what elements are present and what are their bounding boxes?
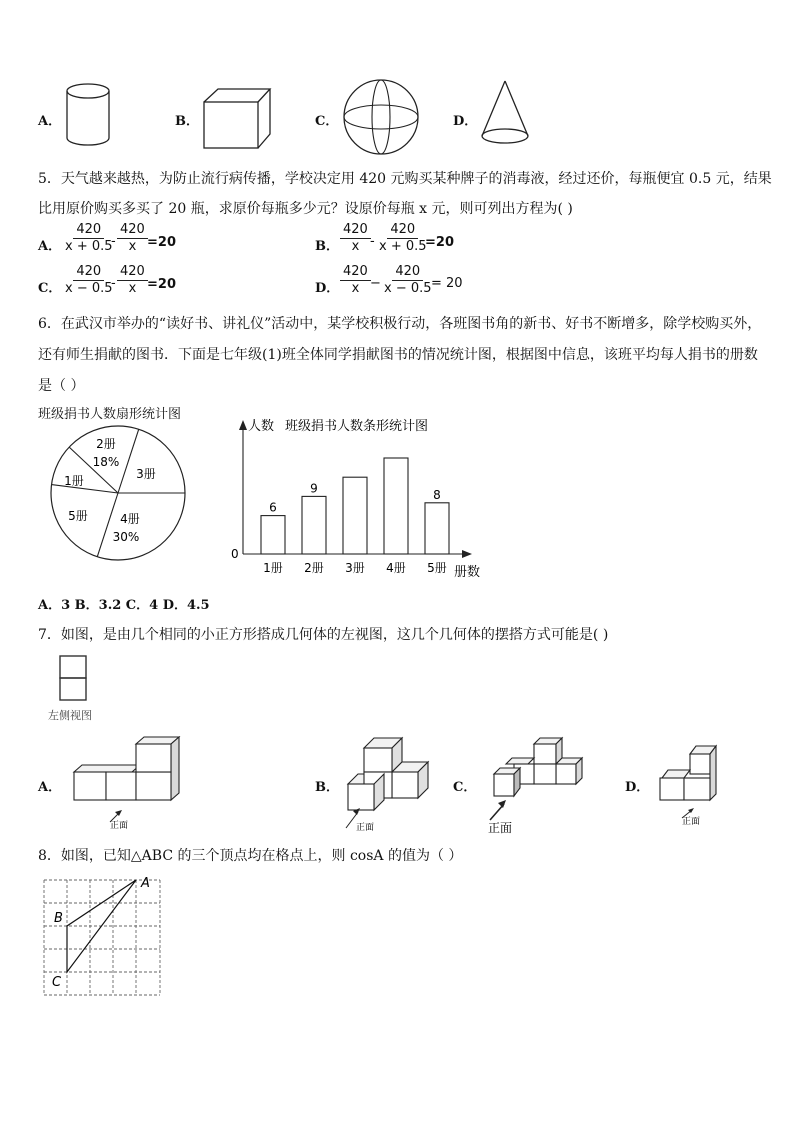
q4-option-b-label[interactable]: B． bbox=[175, 114, 199, 129]
q7-option-b-figure bbox=[340, 736, 436, 832]
q6-options[interactable]: A．3 B．3.2 C．4 D．4.5 bbox=[38, 598, 210, 613]
pie-label-1: 1册 bbox=[64, 474, 84, 488]
q5-a-rhs: =20 bbox=[147, 235, 176, 250]
q5-b-fraction-2: $\frac{420}{x + 0.5}$ bbox=[379, 222, 427, 254]
pie-pct-4: 30% bbox=[112, 530, 140, 544]
x-axis-arrow bbox=[462, 550, 472, 558]
q5-c-operator: - bbox=[111, 276, 116, 291]
left-view-figure bbox=[58, 654, 90, 702]
q5-a-fraction-1: $\frac{420}{x + 0.5}$ bbox=[65, 222, 113, 254]
pie-label-4: 4册 bbox=[120, 512, 140, 526]
bar-xtick-4册: 4册 bbox=[386, 561, 406, 575]
q7-option-d-label[interactable]: D． bbox=[625, 780, 650, 795]
q7-option-b-label[interactable]: B． bbox=[315, 780, 339, 795]
q5-option-b-label[interactable]: B． bbox=[315, 239, 339, 254]
bar-title: 班级捐书人数条形统计图 bbox=[285, 419, 429, 434]
q7-option-c-figure bbox=[484, 736, 586, 834]
bar-xtick-3册: 3册 bbox=[345, 561, 365, 575]
bar-2册 bbox=[302, 496, 326, 554]
bar-1册 bbox=[261, 516, 285, 554]
q7-a-front-label: 正面 bbox=[110, 821, 129, 830]
q5-option-d-label[interactable]: D． bbox=[315, 281, 340, 296]
q5-option-a-label[interactable]: A． bbox=[38, 239, 62, 254]
bar-chart bbox=[228, 416, 498, 586]
q8-grid-figure bbox=[40, 876, 164, 1000]
q8-stem: 8．如图，已知△ABC 的三个顶点均在格点上，则 cosA 的值为（ ） bbox=[38, 848, 463, 864]
q5-c-fraction-1: $\frac{420}{x - 0.5}$ bbox=[65, 264, 113, 296]
bar-ylabel: 人数 bbox=[248, 419, 275, 434]
q7-option-a-label[interactable]: A． bbox=[38, 780, 62, 795]
q6-stem-line3: 是（ ） bbox=[38, 378, 85, 394]
bar-5册 bbox=[425, 503, 449, 554]
pie-label-2: 2册 bbox=[96, 437, 116, 451]
y-axis-arrow bbox=[239, 420, 247, 430]
q5-b-rhs: =20 bbox=[425, 235, 454, 250]
bar-xtick-5册: 5册 bbox=[427, 561, 447, 575]
q5-c-fraction-2: $\frac{420}{x}$ bbox=[117, 264, 148, 297]
bar-origin: 0 bbox=[231, 547, 239, 561]
bar-xlabel: 册数 bbox=[454, 565, 481, 580]
q6-stem-line2: 还有师生捐献的图书．下面是七年级(1)班全体同学捐献图书的情况统计图，根据图中信息，该班平均每人捐书的册数 bbox=[38, 347, 758, 363]
bar-xtick-1册: 1册 bbox=[263, 561, 283, 575]
bar-4册 bbox=[384, 458, 408, 554]
q5-a-fraction-2: $\frac{420}{x}$ bbox=[117, 222, 148, 255]
q5-d-operator: − bbox=[370, 276, 381, 291]
sphere-figure bbox=[340, 78, 424, 158]
bar-value-label-2册: 9 bbox=[310, 481, 318, 496]
q5-stem-line2: 比用原价购买多买了 20 瓶，求原价每瓶多少元？设原价每瓶 x 元，则可列出方程为( ) bbox=[38, 201, 573, 217]
pie-chart-title: 班级捐书人数扇形统计图 bbox=[38, 407, 182, 422]
q4-option-d-label[interactable]: D． bbox=[453, 114, 478, 129]
q7-option-c-label[interactable]: C． bbox=[453, 780, 477, 795]
left-view-caption: 左侧视图 bbox=[48, 709, 92, 722]
bar-value-label-1册: 6 bbox=[269, 500, 277, 515]
point-a-label: A bbox=[141, 876, 150, 891]
point-b-label: B bbox=[54, 911, 63, 926]
q7-b-front-label: 正面 bbox=[356, 823, 375, 832]
q6-stem-line1: 6．在武汉市举办的“读好书、讲礼仪”活动中，某学校积极行动，各班图书角的新书、好书不断增多，除学校购买外， bbox=[38, 316, 762, 332]
q5-b-operator: - bbox=[370, 234, 375, 249]
bar-3册 bbox=[343, 477, 367, 554]
q5-d-fraction-1: $\frac{420}{x}$ bbox=[340, 264, 371, 297]
q5-a-operator: - bbox=[111, 234, 116, 249]
q7-option-a-figure bbox=[70, 736, 186, 830]
q4-option-a-label[interactable]: A． bbox=[38, 114, 62, 129]
point-c-label: C bbox=[52, 975, 62, 990]
q7-option-d-figure bbox=[656, 740, 724, 828]
pie-label-5: 5册 bbox=[68, 509, 88, 523]
pie-label-3: 3册 bbox=[136, 467, 156, 481]
bar-xtick-2册: 2册 bbox=[304, 561, 324, 575]
q5-d-fraction-2: $\frac{420}{x - 0.5}$ bbox=[384, 264, 432, 296]
cube-figure bbox=[200, 86, 274, 152]
q5-b-fraction-1: $\frac{420}{x}$ bbox=[340, 222, 371, 255]
pie-pct-2: 18% bbox=[92, 455, 120, 469]
q7-d-front-label: 正面 bbox=[682, 817, 701, 827]
cone-figure bbox=[478, 78, 532, 152]
q5-d-rhs: = 20 bbox=[431, 276, 463, 291]
q5-c-rhs: =20 bbox=[147, 277, 176, 292]
q7-stem: 7．如图，是由几个相同的小正方形搭成几何体的左视图，这几个几何体的摆搭方式可能是( ) bbox=[38, 627, 609, 643]
cylinder-figure bbox=[62, 80, 114, 152]
q5-stem-line1: 5．天气越来越热，为防止流行病传播，学校决定用 420 元购买某种牌子的消毒液，经过还价，每瓶便宜 0.5 元，结果 bbox=[38, 171, 772, 187]
bar-value-label-5册: 8 bbox=[433, 487, 441, 502]
q4-option-c-label[interactable]: C． bbox=[315, 114, 339, 129]
pie-chart bbox=[48, 420, 188, 565]
q7-c-front-label: 正面 bbox=[488, 821, 513, 834]
q5-option-c-label[interactable]: C． bbox=[38, 281, 62, 296]
